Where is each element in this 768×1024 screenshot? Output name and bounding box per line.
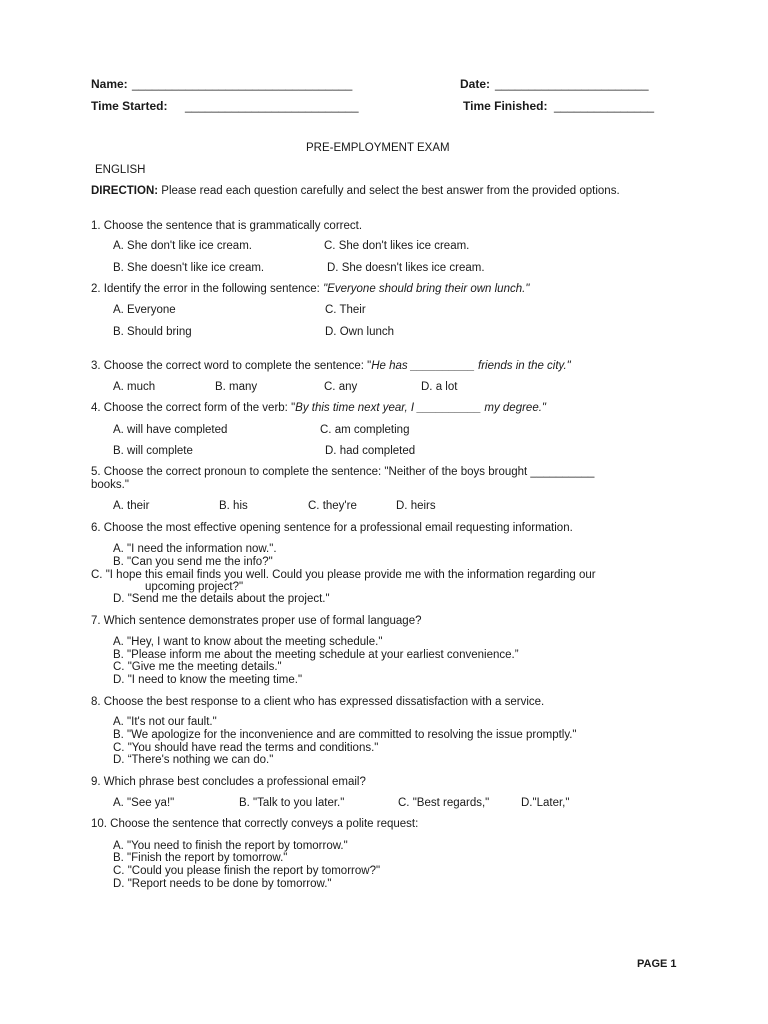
- q2-option-d[interactable]: D. Own lunch: [325, 326, 395, 338]
- q2-option-b[interactable]: B. Should bring: [113, 326, 192, 338]
- q3-text: 3. Choose the correct word to complete the sentence: ": [91, 360, 372, 372]
- q10-option-b[interactable]: B. "Finish the report by tomorrow.": [113, 852, 288, 864]
- q6-option-a[interactable]: A. "I need the information now.".: [113, 543, 277, 555]
- direction-text: [91, 184, 620, 198]
- time-started-label: Time Started:: [91, 99, 168, 113]
- question-7: 7. Which sentence demonstrates proper use of formal language?: [91, 615, 422, 627]
- q5-option-d[interactable]: D. heirs: [396, 500, 436, 512]
- q8-option-c[interactable]: C. "You should have read the terms and conditions.": [113, 742, 379, 754]
- q4-option-c[interactable]: C. am completing: [320, 424, 410, 436]
- question-2: [91, 282, 529, 296]
- q9-option-a[interactable]: A. "See ya!": [113, 797, 175, 809]
- q7-option-c[interactable]: C. "Give me the meeting details.": [113, 661, 282, 673]
- direction-body: Please read each question carefully and select the best answer from the provided options.: [158, 185, 620, 197]
- q8-option-b[interactable]: B. "We apologize for the inconvenience and are committed to resolving the issue promptly.": [113, 729, 577, 741]
- q1-option-a[interactable]: A. She don't like ice cream.: [113, 240, 252, 252]
- q8-option-d[interactable]: D. “There's nothing we can do.": [113, 754, 274, 766]
- q10-option-a[interactable]: A. "You need to finish the report by tomorrow.": [113, 840, 348, 852]
- q5-option-a[interactable]: A. their: [113, 500, 150, 512]
- q7-option-b[interactable]: B. "Please inform me about the meeting schedule at your earliest convenience.”: [113, 649, 519, 661]
- name-blank-line[interactable]: _________________________________: [132, 77, 353, 91]
- q1-option-d[interactable]: D. She doesn't likes ice cream.: [327, 262, 485, 274]
- time-finished-blank-line[interactable]: _______________: [554, 99, 655, 113]
- page-number: PAGE 1: [637, 958, 677, 970]
- date-blank-line[interactable]: _______________________: [495, 77, 649, 91]
- question-1: 1. Choose the sentence that is grammatically correct.: [91, 220, 363, 232]
- q9-option-c[interactable]: C. "Best regards,": [398, 797, 490, 809]
- q4-option-a[interactable]: A. will have completed: [113, 424, 228, 436]
- q3-option-d[interactable]: D. a lot: [421, 381, 458, 393]
- question-9: 9. Which phrase best concludes a professional email?: [91, 776, 366, 788]
- q10-option-d[interactable]: D. "Report needs to be done by tomorrow.": [113, 878, 332, 890]
- question-8: 8. Choose the best response to a client who has expressed dissatisfaction with a service.: [91, 696, 545, 708]
- q4-quote: By this time next year, I __________ my degree.": [295, 402, 546, 414]
- q5-option-b[interactable]: B. his: [219, 500, 248, 512]
- question-10: 10. Choose the sentence that correctly conveys a polite request:: [91, 818, 419, 830]
- q7-option-d[interactable]: D. "I need to know the meeting time.": [113, 674, 303, 686]
- q6-option-c[interactable]: C. "I hope this email finds you well. Could you please provide me with the information regarding our: [91, 569, 596, 581]
- q2-text: 2. Identify the error in the following sentence:: [91, 283, 324, 295]
- q5-option-c[interactable]: C. they're: [308, 500, 357, 512]
- q9-option-d[interactable]: D."Later,": [521, 797, 570, 809]
- q4-text: 4. Choose the correct form of the verb: ": [91, 402, 296, 414]
- q3-option-c[interactable]: C. any: [324, 381, 358, 393]
- q2-option-a[interactable]: A. Everyone: [113, 304, 176, 316]
- q6-option-d[interactable]: D. "Send me the details about the project.": [113, 593, 330, 605]
- q1-option-c[interactable]: C. She don't likes ice cream.: [324, 240, 470, 252]
- q4-option-d[interactable]: D. had completed: [325, 445, 416, 457]
- question-3: [91, 359, 571, 373]
- time-finished-label: Time Finished:: [463, 99, 548, 113]
- q3-option-a[interactable]: A. much: [113, 381, 156, 393]
- q1-option-b[interactable]: B. She doesn't like ice cream.: [113, 262, 265, 274]
- q6-option-c-cont[interactable]: upcoming project?": [145, 581, 244, 593]
- section-title: ENGLISH: [95, 164, 146, 176]
- q6-option-b[interactable]: B. "Can you send me the info?": [113, 556, 273, 568]
- direction-label: DIRECTION:: [91, 185, 159, 197]
- q3-option-b[interactable]: B. many: [215, 381, 258, 393]
- question-5-line-1: 5. Choose the correct pronoun to complete the sentence: "Neither of the boys brought __________: [91, 466, 595, 478]
- q2-option-c[interactable]: C. Their: [325, 304, 366, 316]
- q4-option-b[interactable]: B. will complete: [113, 445, 193, 457]
- time-started-blank-line[interactable]: __________________________: [185, 99, 359, 113]
- question-5-line-2: books.": [91, 479, 129, 491]
- q10-option-c[interactable]: C. "Could you please finish the report by tomorrow?": [113, 865, 381, 877]
- q8-option-a[interactable]: A. "It's not our fault.": [113, 716, 217, 728]
- q7-option-a[interactable]: A. "Hey, I want to know about the meeting schedule.": [113, 636, 383, 648]
- question-4: [91, 401, 546, 415]
- q3-quote: He has __________ friends in the city.": [371, 360, 571, 372]
- q2-quote: "Everyone should bring their own lunch.": [323, 283, 530, 295]
- q9-option-b[interactable]: B. "Talk to you later.": [239, 797, 345, 809]
- name-label: Name:: [91, 77, 128, 91]
- question-6: 6. Choose the most effective opening sentence for a professional email requesting information.: [91, 522, 573, 534]
- date-label: Date:: [460, 77, 491, 91]
- exam-title: PRE-EMPLOYMENT EXAM: [306, 142, 450, 154]
